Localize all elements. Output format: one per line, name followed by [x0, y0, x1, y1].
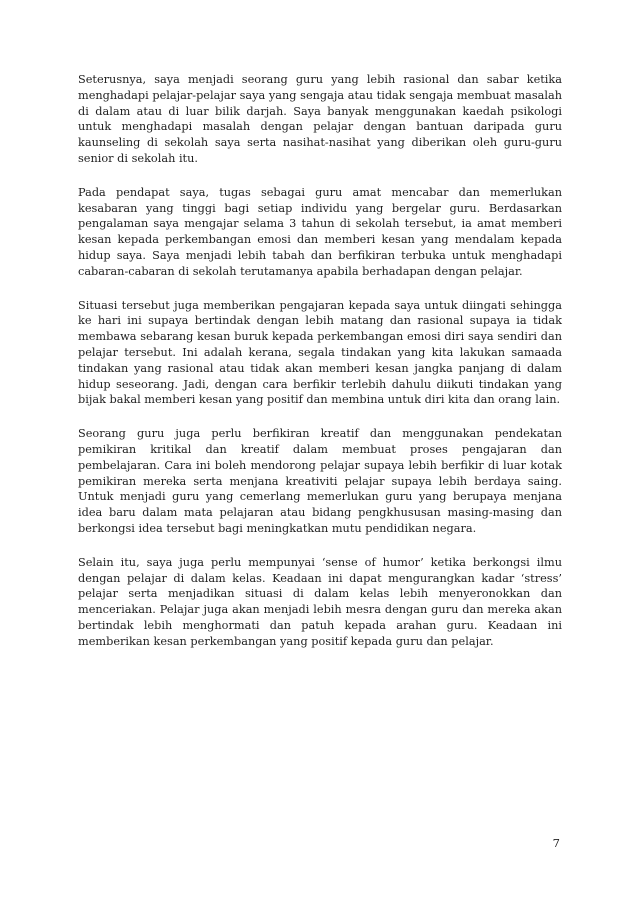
page-number: 7: [552, 836, 560, 850]
paragraph-3: Situasi tersebut juga memberikan pengajaran kepada saya untuk diingati sehingga ke hari ini supaya bertindak dengan lebih matang dan rasional supaya ia tidak membawa sebarang kesan buruk kepada perkembangan emosi diri saya sendiri dan pelajar tersebut. Ini adalah kerana, segala tindakan yang kita lakukan samaada tindakan yang rasional atau tidak akan memberi kesan jangka panjang di dalam hidup seseorang. Jadi, dengan cara berfikir terlebih dahulu diikuti tindakan yang bijak bakal memberi kesan yang positif dan membina untuk diri kita dan orang lain.: [78, 298, 562, 407]
paragraph-1: Seterusnya, saya menjadi seorang guru yang lebih rasional dan sabar ketika menghadapi pelajar-pelajar saya yang sengaja atau tidak sengaja membuat masalah di dalam atau di luar bilik darjah. Saya banyak menggunakan kaedah psikologi untuk menghadapi masalah dengan pelajar dengan bantuan daripada guru kaunseling di sekolah saya serta nasihat-nasihat yang diberikan oleh guru-guru senior di sekolah itu.: [78, 73, 562, 165]
document-body: [78, 72, 562, 668]
paragraph-5: Selain itu, saya juga perlu mempunyai ‘sense of humor’ ketika berkongsi ilmu dengan pelajar di dalam kelas. Keadaan ini dapat mengurangkan kadar ‘stress’ pelajar serta menjadikan situasi di dalam kelas lebih menyeronokkan dan menceriakan. Pelajar juga akan menjadi lebih mesra dengan guru dan mereka akan bertindak lebih menghormati dan patuh kepada arahan guru. Keadaan ini memberikan kesan perkembangan yang positif kepada guru dan pelajar.: [78, 555, 562, 648]
paragraph-4: Seorang guru juga perlu berfikiran kreatif dan menggunakan pendekatan pemikiran kritikal dan kreatif dalam membuat proses pengajaran dan pembelajaran. Cara ini boleh mendorong pelajar supaya lebih berfikir di luar kotak pemikiran mereka serta menjana kreativiti pelajar supaya lebih berdaya saing. Untuk menjadi guru yang cemerlang memerlukan guru yang berupaya menjana idea baru dalam mata pelajaran atau bidang pengkhususan masing-masing dan berkongsi idea tersebut bagi meningkatkan mutu pendidikan negara.: [78, 427, 562, 535]
paragraph-2: Pada pendapat saya, tugas sebagai guru amat mencabar dan memerlukan kesabaran yang tinggi bagi setiap individu yang bergelar guru. Berdasarkan pengalaman saya mengajar selama 3 tahun di sekolah tersebut, ia amat memberi kesan kepada perkembangan emosi dan memberi kesan yang mendalam kepada hidup saya. Saya menjadi lebih tabah dan berfikiran terbuka untuk menghadapi cabaran-cabaran di sekolah terutamanya apabila berhadapan dengan pelajar.: [78, 185, 562, 278]
